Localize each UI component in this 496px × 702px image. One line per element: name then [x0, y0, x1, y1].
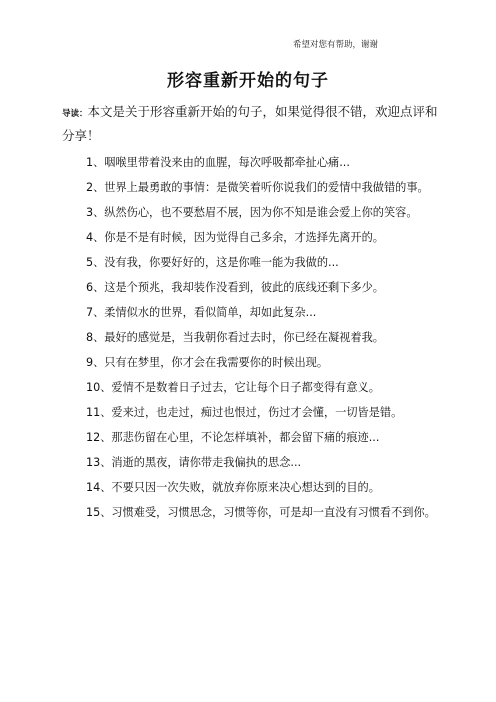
list-item: 1、咽喉里带着没来由的血腥，每次呼吸都牵扯心痛...: [86, 156, 350, 169]
page-title: 形容重新开始的句子: [167, 71, 329, 91]
list-item: 11、爱来过，也走过，痴过也恨过，伤过才会懂，一切皆是错。: [86, 406, 403, 419]
list-item: 12、那悲伤留在心里，不论怎样填补，都会留下痛的痕迹...: [86, 431, 380, 444]
list-item: 7、柔情似水的世界，看似简单，却如此复杂...: [86, 306, 317, 319]
list-item: 4、你是不是有时候，因为觉得自己多余，才选择先离开的。: [86, 231, 384, 244]
list-item: 3、纵然伤心，也不要愁眉不展，因为你不知是谁会爱上你的笑容。: [86, 206, 418, 219]
intro-text: 本文是关于形容重新开始的句子，如果觉得很不错，欢迎点评和分享！: [62, 104, 438, 143]
list-item: 8、最好的感觉是，当我朝你看过去时，你已经在凝视着我。: [86, 331, 384, 344]
list-item: 15、习惯难受，习惯思念，习惯等你，可是却一直没有习惯看不到你。: [86, 506, 436, 519]
list-item: 2、世界上最勇敢的事情：是微笑着听你说我们的爱情中我做错的事。: [86, 181, 429, 194]
intro-paragraph: [62, 101, 438, 146]
list-item: 6、这是个预兆，我却装作没看到，彼此的底线还剩下多少。: [86, 281, 384, 294]
list-item: 14、不要只因一次失败，就放弃你原来决心想达到的目的。: [86, 481, 380, 494]
list-item: 5、没有我，你要好好的，这是你唯一能为我做的...: [86, 256, 339, 269]
header-note: 希望对您有帮助，谢谢: [292, 40, 378, 50]
list-item: 13、消逝的黑夜，请你带走我偏执的思念...: [86, 456, 302, 469]
list-item: 9、只有在梦里，你才会在我需要你的时候出现。: [86, 356, 329, 369]
sentence-list: [62, 152, 436, 527]
intro-lead: 导读：: [62, 109, 88, 119]
list-item: 10、爱情不是数着日子过去，它让每个日子都变得有意义。: [86, 381, 380, 394]
